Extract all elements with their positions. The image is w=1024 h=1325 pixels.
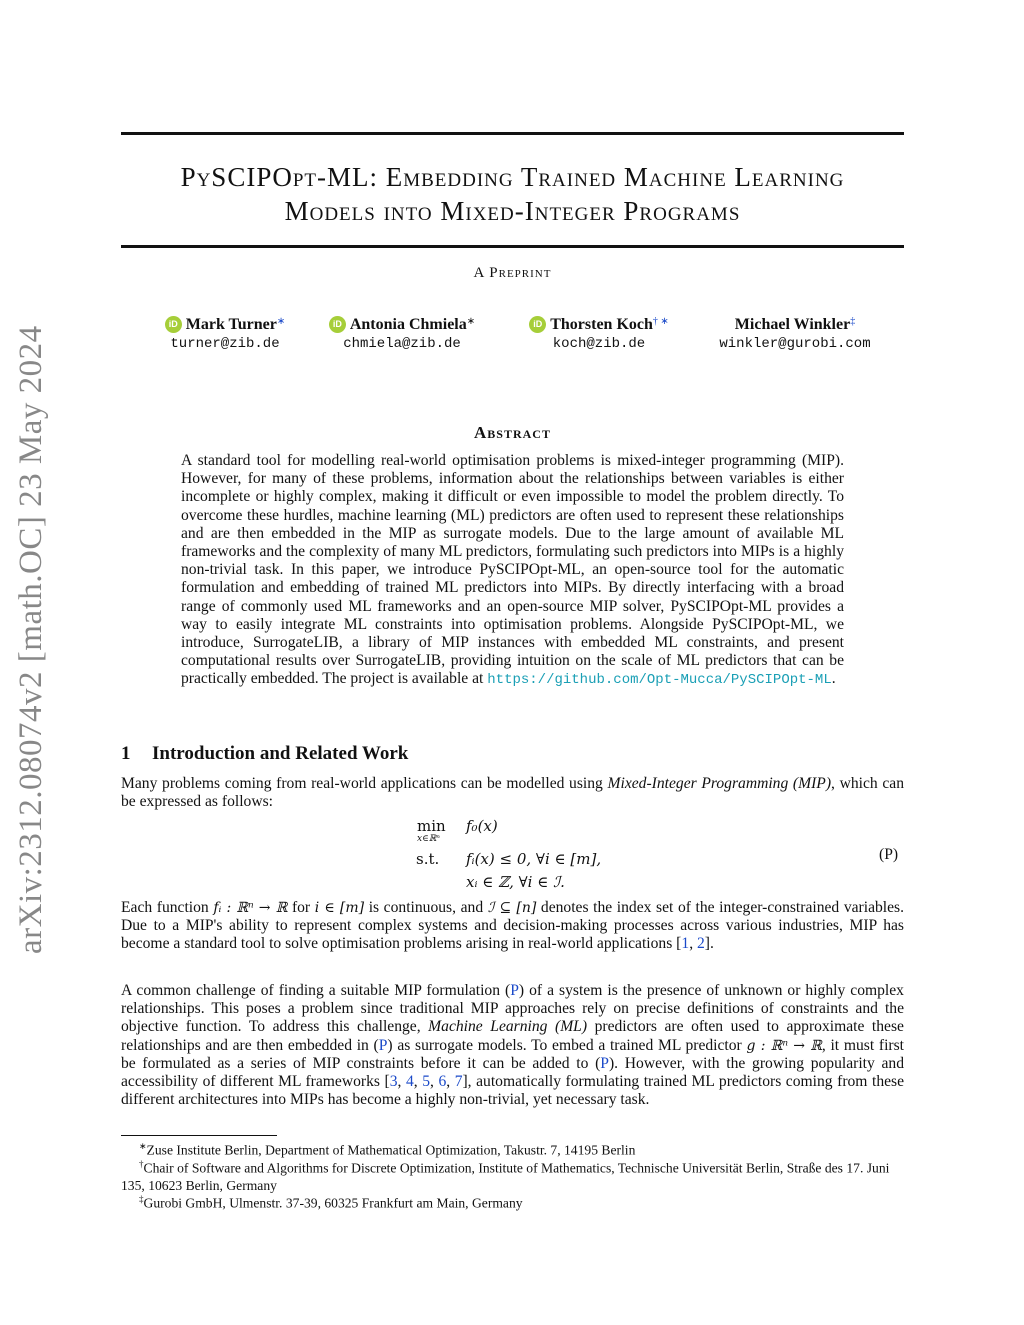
author-email[interactable]: winkler@gurobi.com	[719, 336, 871, 352]
eq-objective: f₀(x)	[466, 817, 498, 835]
footnote-mark[interactable]: ‡	[850, 316, 856, 327]
eq-constraint-2: xᵢ ∈ ℤ, ∀i ∈ ℐ.	[466, 873, 565, 891]
abstract-text: A standard tool for modelling real-world optimisation problems is mixed-integer programming (MIP). However, for many of these problems, information about the relationships between variables is either incomplete or highly complex, making it difficult or even impossible to model the problem directly. To overcome these hurdles, machine learning (ML) predictors are often used to represent these relationships and are then embedded in the MIP as surrogate models. Due to the large amount of available ML frameworks and the complexity of many ML predictors, formulating such predictors into MIPs is a highly non-trivial task. In this paper, we introduce PySCIPOpt-ML, an open-source tool for the automatic formulation and embedding of trained ML predictors into MIPs. By directly interfacing with a broad range of commonly used ML frameworks and an open-source MIP solver, PySCIPOpt-ML provides a way to easily integrate ML constraints into optimisation problems. Alongside PySCIPOpt-ML, we introduce, SurrogateLIB, a library of MIP instances with embedded ML constraints, and present computational results over SurrogateLIB, providing intuition on the scale of ML predictors that can be practically embedded. The project is available at	[181, 452, 844, 688]
paragraph-intro	[121, 775, 904, 811]
author-name: Antonia Chmiela	[349, 316, 467, 333]
footnote-text: Chair of Software and Algorithms for Discrete Optimization, Institute of Mathematics, Technische Universität Berlin, Straße des 17. Juni 135, 10623 Berlin, Germany	[121, 1160, 890, 1193]
footnote	[121, 1156, 904, 1194]
eq-label: (P)	[879, 846, 899, 863]
text-run: ). However, with the growing popularity and accessibility of different ML frameworks [	[121, 1054, 904, 1091]
eq-constraint-1: fᵢ(x) ≤ 0, ∀i ∈ [m],	[466, 850, 602, 868]
section-heading	[121, 743, 408, 765]
abstract-end: .	[831, 670, 836, 688]
title-bottom-rule	[121, 245, 904, 248]
paper-title	[121, 160, 904, 228]
text-run: , which can be expressed as follows:	[121, 775, 904, 811]
text-run: predictors are often used to approximate these relationships and are then embedded in (	[121, 1018, 904, 1054]
citation-link[interactable]: 6	[438, 1073, 447, 1091]
emphasis-text: Mixed-Integer Programming (MIP)	[607, 775, 832, 792]
footnote-mark[interactable]: ∗	[466, 316, 476, 327]
arxiv-identifier-stamp: arXiv:2312.08074v2 [math.OC] 23 May 2024	[13, 325, 49, 954]
paragraph-functions	[121, 899, 904, 954]
author-block	[705, 316, 885, 352]
project-link[interactable]: https://github.com/Opt-Mucca/PySCIPOpt-ML	[487, 672, 832, 689]
paragraph-challenge: A common challenge of finding a suitable MIP formulation (P) of a system is the presence of unknown or highly complex relationships. This poses a problem since traditional MIP approaches rely on precise definitions of constraints and the objective function. To address this challenge, Machine Learning (ML) predictors are often used to approximate these relationships and are then embedded in (P) as surrogate models. To embed a trained ML predictor g : ℝⁿ → ℝ, it must first be formulated as a series of MIP constraints before it can be added to (P). However, with the growing popularity and accessibility of different ML frameworks [3, 4, 5, 6, 7], automatically formulating trained ML predictors coming from these different architectures into MIPs has become a highly non-trivial, yet necessary task.	[121, 982, 905, 1109]
text-run: ) as surrogate models. To embed a trained ML predictor	[387, 1036, 742, 1054]
text-run: ].	[704, 935, 714, 953]
author-email[interactable]: koch@zib.de	[552, 336, 646, 352]
preprint-label: A Preprint	[473, 265, 552, 281]
text-run: is continuous, and	[368, 899, 484, 916]
section-number: 1	[121, 743, 131, 764]
emphasis-text: Machine Learning (ML)	[428, 1018, 588, 1036]
text-run: denotes the index set of the integer-constrained variables. Due to a MIP's ability to represent complex systems and decision-making processes across various industries, MIP has become a standard tool to solve optimisation problems arising in real-world applications [	[121, 899, 905, 953]
math-inline: i ∈ [m]	[314, 900, 365, 916]
citation-link[interactable]: 2	[696, 935, 705, 953]
author-block	[318, 316, 486, 352]
title-line-2: Models into Mixed-Integer Programs	[284, 196, 741, 226]
author-email[interactable]: chmiela@zib.de	[343, 336, 461, 352]
footnote-marker: ‡	[139, 1194, 144, 1204]
citation-link[interactable]: 1	[681, 935, 690, 953]
title-line-1: PySCIPOpt-ML: Embedding Trained Machine Learning	[180, 162, 845, 192]
text-run: for	[291, 899, 311, 916]
footnote-text: Zuse Institute Berlin, Department of Mathematical Optimization, Takustr. 7, 14195 Berlin	[146, 1142, 636, 1158]
text-run: Many problems coming from real-world applications can be modelled using	[121, 775, 603, 792]
eq-min-subscript: x∈ℝⁿ	[417, 834, 440, 844]
orcid-icon[interactable]: iD	[529, 316, 546, 333]
text-run: ], automatically formulating trained ML predictors coming from these different architectures into MIPs has become a highly non-trivial, yet necessary task.	[121, 1073, 905, 1109]
text-run: , it must first be formulated as a series of MIP constraints before it can be added to (	[121, 1036, 905, 1072]
math-inline: ℐ ⊆ [n]	[487, 900, 537, 916]
footnote	[121, 1191, 904, 1212]
section-title: Introduction and Related Work	[152, 743, 409, 764]
equation-ref-link[interactable]: P	[600, 1054, 609, 1072]
title-top-rule	[121, 132, 904, 135]
footnote-rule	[121, 1135, 277, 1136]
footnote-marker: ∗	[139, 1141, 147, 1151]
citation-link[interactable]: 4	[405, 1073, 414, 1091]
footnote-text: Gurobi GmbH, Ulmenstr. 37-39, 60325 Frankfurt am Main, Germany	[143, 1195, 523, 1211]
author-name: Thorsten Koch	[550, 316, 653, 333]
orcid-icon[interactable]: iD	[329, 316, 346, 333]
citation-link[interactable]: 5	[422, 1073, 430, 1091]
equation-ref-link[interactable]: P	[510, 982, 519, 999]
abstract-body	[181, 452, 844, 690]
text-run: ,	[689, 935, 697, 953]
math-inline: fᵢ : ℝⁿ → ℝ	[213, 900, 288, 916]
eq-min: min	[417, 817, 446, 835]
footnote-marker: †	[139, 1159, 144, 1169]
author-block	[150, 316, 300, 352]
abstract-heading: Abstract	[474, 423, 551, 442]
citation-link[interactable]: 3	[389, 1073, 398, 1091]
equation-ref-link[interactable]: P	[378, 1036, 388, 1054]
orcid-icon[interactable]: iD	[165, 316, 182, 333]
text-run: A common challenge of finding a suitable MIP formulation (	[121, 982, 511, 999]
author-name: Mark Turner	[185, 316, 277, 333]
author-block	[514, 316, 684, 352]
text-run: ) of a system is the presence of unknown or highly complex relationships. This poses a problem since traditional MIP approaches rely on precise definitions of constraints and the objective function. To address this challenge,	[121, 982, 904, 1036]
math-inline: g : ℝⁿ → ℝ	[746, 1037, 822, 1054]
eq-st: s.t.	[416, 850, 440, 868]
footnote-mark[interactable]: ∗	[276, 316, 286, 327]
citation-link[interactable]: 7	[454, 1073, 463, 1091]
author-name: Michael Winkler	[734, 316, 851, 333]
footnote-mark[interactable]: † ∗	[652, 316, 669, 327]
text-run: Each function	[121, 899, 209, 916]
author-email[interactable]: turner@zib.de	[170, 336, 280, 352]
